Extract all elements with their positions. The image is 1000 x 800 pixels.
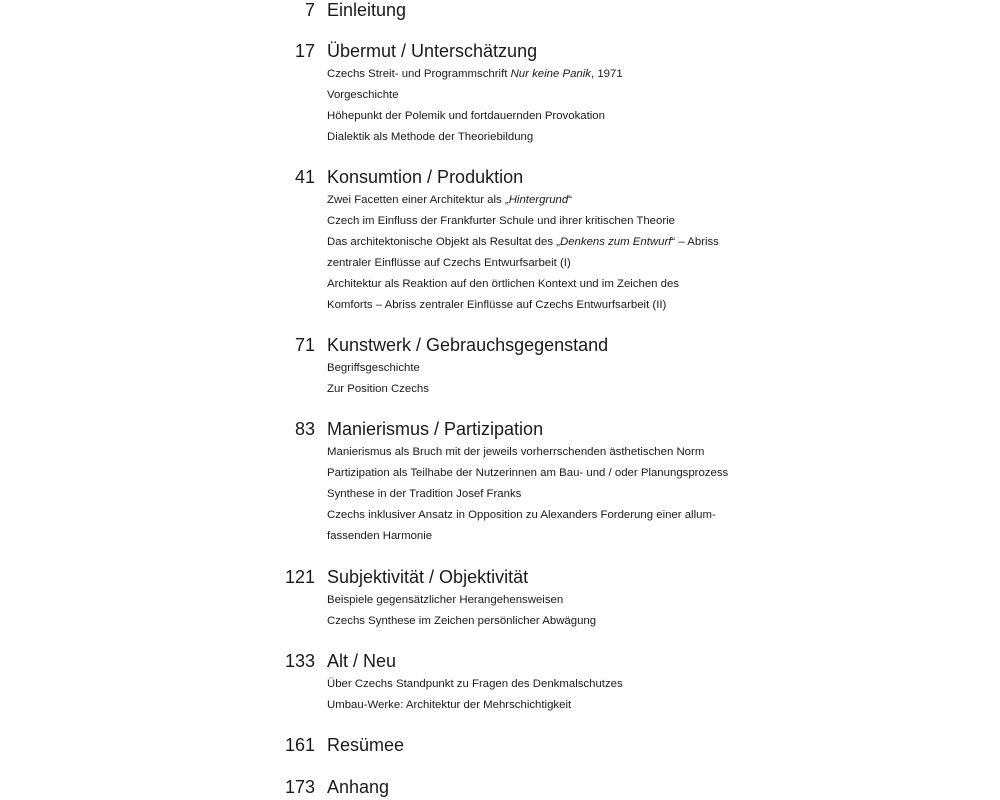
subsection: Dialektik als Methode der Theoriebildung — [327, 131, 534, 143]
chapter-page-number: 7 — [304, 0, 315, 20]
chapter-title: Einleitung — [327, 0, 407, 20]
subsection-list — [327, 442, 728, 547]
subsection: Czech im Einfluss der Frankfurter Schule und ihrer kritischen Theorie — [327, 215, 675, 227]
subsection: Das architektonische Objekt als Resultat des „Denkens zum Entwurf“ – Abriss — [327, 236, 719, 248]
subsection: Czechs Synthese im Zeichen persönlicher Abwägung — [327, 615, 597, 627]
subsection: Begriffsgeschichte — [327, 362, 420, 374]
chapter-page-number: 133 — [284, 651, 315, 671]
subsection-list — [327, 64, 623, 148]
subsection: Komforts – Abriss zentraler Einflüsse auf Czechs Entwurfsarbeit (II) — [327, 299, 667, 311]
subsection: Architektur als Reaktion auf den örtlichen Kontext und im Zeichen des — [327, 278, 680, 290]
subsection: Manierismus als Bruch mit der jeweils vorherrschenden ästhetischen Norm — [327, 446, 705, 458]
chapter-title: Konsumtion / Produktion — [327, 167, 524, 187]
chapter-page-number: 41 — [294, 167, 315, 187]
subsection: zentraler Einflüsse auf Czechs Entwurfsarbeit (I) — [327, 257, 571, 269]
subsection: Partizipation als Teilhabe der Nutzerinnen am Bau- und / oder Planungsprozess — [327, 467, 729, 479]
subsection: Synthese in der Tradition Josef Franks — [327, 488, 522, 500]
subsection: Vorgeschichte — [327, 89, 399, 101]
chapter-page-number: 71 — [294, 335, 315, 355]
subsection-list — [327, 674, 623, 716]
chapter-title: Subjektivität / Objektivität — [327, 567, 529, 587]
chapter-page-number: 173 — [284, 777, 315, 797]
subsection: Über Czechs Standpunkt zu Fragen des Denkmalschutzes — [327, 678, 623, 690]
subsection-list — [327, 590, 596, 632]
chapter-page-number: 161 — [284, 735, 315, 755]
subsection: Zwei Facetten einer Architektur als „Hintergrund“ — [327, 194, 573, 206]
subsection: Zur Position Czechs — [327, 383, 429, 395]
chapter-title: Resümee — [327, 735, 405, 755]
subsection: Czechs Streit- und Programmschrift Nur keine Panik, 1971 — [327, 68, 623, 80]
chapter-page-number: 121 — [284, 567, 315, 587]
subsection: Höhepunkt der Polemik und fortdauernden Provokation — [327, 110, 605, 122]
chapter-page-number: 83 — [294, 419, 315, 439]
subsection: fassenden Harmonie — [327, 530, 433, 542]
subsection-list — [327, 190, 719, 316]
chapter-title: Manierismus / Partizipation — [327, 419, 544, 439]
subsection: Czechs inklusiver Ansatz in Opposition zu Alexanders Forderung einer allum- — [327, 509, 716, 521]
chapter-title: Übermut / Unterschätzung — [327, 41, 538, 61]
subsection: Umbau-Werke: Architektur der Mehrschichtigkeit — [327, 699, 572, 711]
chapter-page-number: 17 — [294, 41, 315, 61]
subsection: Beispiele gegensätzlicher Herangehensweisen — [327, 594, 564, 606]
subsection-list — [327, 358, 429, 400]
chapter-title: Alt / Neu — [327, 651, 397, 671]
chapter-title: Kunstwerk / Gebrauchsgegenstand — [327, 335, 609, 355]
chapter-title: Anhang — [327, 777, 390, 797]
